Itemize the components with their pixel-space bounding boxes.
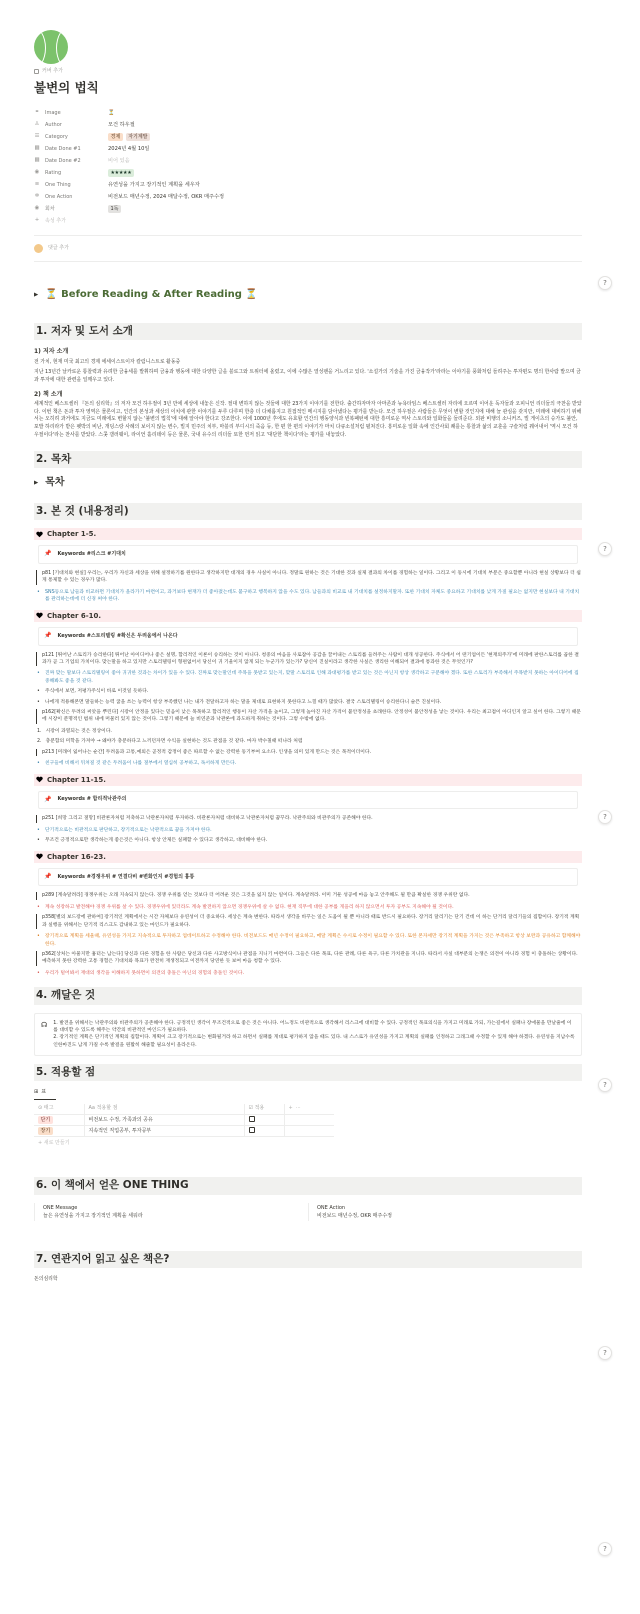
section-2-heading: 2. 목차	[34, 451, 582, 468]
calendar-icon: ▦	[34, 145, 40, 152]
avatar	[34, 244, 43, 253]
empty-cell	[284, 1126, 334, 1137]
table-row[interactable]	[34, 1115, 334, 1126]
new-row-button[interactable]: + 새로 만들기	[38, 1140, 70, 1147]
property-name	[34, 205, 108, 213]
chapter-heading	[34, 610, 582, 622]
property-name	[34, 133, 108, 141]
tag: 장기	[38, 1127, 53, 1135]
property-label: One Thing	[45, 181, 71, 188]
property-row[interactable]	[34, 191, 582, 203]
property-row[interactable]	[34, 119, 582, 131]
one-action-text: 비전보드 매년수정, OKR 매주수정	[317, 1212, 393, 1219]
list-item	[37, 589, 582, 604]
list-item	[37, 699, 582, 706]
property-value[interactable]: 2024년 4월 10일	[108, 145, 150, 152]
column-header-label: 태그	[43, 1105, 54, 1112]
table-view-label: 표	[41, 1089, 47, 1096]
apply-cell[interactable]	[244, 1126, 284, 1137]
chapter-title: Chapter 11-15.	[47, 775, 106, 784]
column-header-tag[interactable]: ⊙ 태그	[34, 1104, 84, 1115]
toggle-heading-before-after[interactable]	[34, 288, 582, 303]
list-item-text: 무조건 긍정적으로만 생각하는게 좋은것은 아니다. 항상 안제든 실패할 수 있다고 생각하고, 대비해야 한다.	[45, 838, 268, 844]
add-cover-button[interactable]	[34, 68, 582, 75]
property-value[interactable]: 유연성을 가지고 장기적인 계획을 세우자	[108, 181, 200, 188]
property-label: Image	[45, 109, 61, 116]
numbered-item	[37, 738, 582, 745]
add-property-button[interactable]	[34, 215, 582, 227]
heart-icon	[36, 853, 43, 860]
checkbox[interactable]	[249, 1127, 255, 1133]
quote: p162[확신은 두려의 씨앗을 뿌린다] 시장이 안정을 있다는 믿음이 낮은 목목하고 합리적인 행동이 자산 가격을 높이고, 그렇게 높아진 자산 가격이 불안정성을 초래한다. 안정성이 불안정성을 낳는 것이다. 우리는 최고점이 아디인지 알고 싶어 한다. 그렇기 때문에 시장이 분명적인 범위 내에 머물러 있지 않는 것이다. 그렇기 때문에 늘 비연준과 낙관론에 과도하게 취하는 것이다. 그렇 수밖에 없다.	[36, 709, 582, 724]
toggle-heading-label: ⏳ Before Reading & After Reading ⏳	[45, 289, 258, 301]
table-icon: ⊞	[34, 1089, 39, 1096]
apply-cell[interactable]	[244, 1115, 284, 1126]
section-5-heading: 5. 적용할 점	[34, 1064, 582, 1081]
add-property-label: 속성 추가	[45, 217, 66, 224]
list-item	[37, 670, 582, 685]
callout-text: Keywords #리스크 #기대치	[57, 551, 126, 558]
property-name	[34, 109, 108, 117]
section-3-heading: 3. 본 것 (내용정리)	[34, 503, 582, 520]
number: 2.	[37, 739, 42, 745]
callout-text: Keywords #경쟁우위 # 연결다비 #변화인지 #경험의 흉통	[57, 873, 195, 880]
quote: p289 [계속달려라] 경쟁우위는 오래 지속되지 않는다. 경쟁 우위를 얻는 것보다 더 어려운 것은 그것을 잃지 않는 일이다. 계속달려라. 이미 거둔 성공에 마음 놓고 안주해도 될 만큼 확실한 경쟁 우위란 없다.	[36, 892, 582, 899]
text-icon: ≡	[34, 181, 40, 188]
quote: p251 [희망 그리고 절망] 비관론자처럼 저축하고 낙관론자처럼 투자하라. 비관론자처럼 대비하고 낙관론자처럼 꿈꾸라. 낙관주의와 비관주의가 공존해야 한다.	[36, 815, 582, 822]
help-button[interactable]: ?	[598, 1346, 612, 1360]
property-label: Date Done #2	[45, 157, 81, 164]
property-row[interactable]	[34, 131, 582, 143]
property-value[interactable]	[108, 169, 134, 177]
author-intro-text: 전 가치, 현재 미국 최고의 경제 에세이스트이자 칼럼니스트로 활동중	[34, 358, 181, 365]
heart-icon	[36, 776, 43, 783]
empty-cell	[284, 1115, 334, 1126]
comment-placeholder: 댓글 추가	[48, 245, 69, 252]
list-item-text: 단기적으로는 비관적으로 판단하고, 장기적으로는 낙관적으로 꿈을 가져야 한다.	[45, 827, 212, 833]
keywords-callout	[38, 627, 578, 646]
bullet-list	[34, 760, 582, 767]
tag: ★★★★★	[108, 169, 134, 177]
table-row[interactable]	[34, 1126, 334, 1137]
table-view-tab[interactable]	[34, 1089, 56, 1099]
property-row[interactable]	[34, 155, 582, 167]
point-cell[interactable]: 지속적인 직업공부, 투자공부	[84, 1126, 244, 1137]
brain-icon: ☊	[41, 1020, 48, 1029]
person-icon: ♙	[34, 121, 40, 128]
select-icon: ◉	[34, 169, 40, 176]
help-button[interactable]: ?	[598, 1542, 612, 1556]
list-item	[37, 760, 582, 767]
learning-text-1: 1. 발전을 위해서는 낙관주의와 비관주의가 공존해야 한다. 긍정적인 생각이 무조건적으로 좋은 것은 아니다. 어느정도 비관적으로 생각해서 리스크에 대비할 수 있다. 긍정적인 목표의식을 가지고 미래로 가되, 가는길에서 실패나 장애물을 만날줄에 이를 대비할 수 있도록 해주는 약간의 비관적인 마인드가 필요하다.	[53, 1020, 572, 1033]
one-action-label: ONE Action	[317, 1204, 346, 1211]
point-cell[interactable]: 비전보드 수정, 가족과의 공유	[84, 1115, 244, 1126]
property-label: Date Done #1	[45, 145, 81, 152]
tag-cell[interactable]	[34, 1126, 84, 1137]
keywords-callout	[38, 868, 578, 887]
list-item: • 계속 성장하고 발전해야 경쟁 우위를 살 수 있다. 경쟁우위에 있더라도 계속 발전하지 않으면 경쟁우위에 살 수 없다. 현재 직무에 대한 공부를 게을리 하지 않으면서 투자 공부도 지속해야 될 것이다.	[37, 904, 454, 910]
one-message-text: 늘은 유연성을 가지고 장기적인 계획을 세워라	[43, 1212, 143, 1219]
help-button[interactable]: ?	[598, 1078, 612, 1092]
bullet-list	[34, 589, 582, 604]
new-row-label: 새로 만들기	[43, 1140, 70, 1147]
book-intro-text: 세계적인 베스트셀러 『돈의 심리학』의 저자 모건 하우절이 3년 만에 세상에 내놓은 신작. 절대 변하지 않는 것들에 대한 23가지 이야기를 전한다. 출간하자마자 아마존과 뉴욕타임스 베스트셀러 자리에 오르며 이어운 독자들과 오피니언 리더들의 극찬을 받았다. 이번 책은 돈과 투자 영역은 물론이고, 인간의 본성과 세상의 이치에 관한 이야기를 두루 다루며 한층 더 다채롭지고 원접적인 메시지를 담아냈다는 평가를 받는다. 모건 하우절은 사람들은 무엇이 변할 것인지에 대해 늘 관심을 갖지만, 미래에 대비하기 위해서는 오히려 과거에도 지금도 미래에도 변할지 않는 '불변의 법칙'에 대해 알아야 한다고 강조한다. 이에 1000년 후에도 유효할 인간의 행동양식과 빈복패턴에 대한 흥미로운 역사 스토리와 일화들을 들려준다. 외판 비행의 소니커즈, 빌 게이츠의 승가도 불안, 포발 하리라가 받은 펫박의 비난, 개덩스랑 사례의 보이지 않는 변수, 빌지 민주의 치부, 마블리 부디시의 죽음 등, 한 편 한 편의 이야기가 마치 다큐소설처럼 펼쳐진다. 흥미로운 일화 속에 인간사회 쾌를는 통찰과 삶의 교훈을 구슬처럼 꿰어내어 '역시 모건 하우절이다'라는 찬사를 받았다. 스콧 갤러웨이, 라이언 홀리데이 등은 물론, 국내 유수의 리더들 또한 먼저 읽고 '대단한 책이다'라는 평가를 내놓았다.	[34, 401, 582, 438]
related-book: 돈의심리학	[34, 1275, 58, 1282]
property-label: Category	[45, 133, 68, 140]
property-row[interactable]	[34, 143, 582, 155]
pushpin-icon: 📌	[44, 550, 52, 558]
bullet-dot: •	[37, 589, 40, 595]
chapter-title: Chapter 6-10.	[47, 611, 102, 620]
list-item	[37, 837, 582, 844]
bullet-dot: •	[37, 838, 40, 844]
callout-text: Keywords #스토리텔링 #확신은 두려움에서 나온다	[57, 632, 178, 639]
add-cover-label: 커버 추가	[42, 68, 63, 74]
list-item: • 장기적으로 계획을 세울때, 유연성을 가지고 지속적으로 투자하고 업데이트하고 수정해야 한다. 비전보드도 매년 수정이 필요하고, 매달 계획은 수시로 수정이 필요할 수 있다. 또한 본자세만 장기적 계획을 가지는 것은 부족하고 항상 보완과 공유하고 함께해야 한다.	[37, 934, 581, 947]
quote: p81 [기대치와 현실] 우리는, 우리가 자신과 세상을 위해 설정하기를 원한다고 생각하지만 대개의 경우 사실이 아니다. 정말로 원하는 것은 기대한 것과 실제 결과의 차이를 경험하는 일이다. 그리고 이 동시에 기대치 부분은 중요할뿐 아니라 현실 상황보다 더 쉽게 통제할 수 있는 경우가 많다.	[36, 570, 582, 585]
list-item-text: 진짜 맞는 말보다 스토리텔링이 좋아 귀귀한 것과는 차이가 있을 수 있다. 진짜로 맞는말인데 주목을 못받고 있는지, 맞말 스토리로 인해 과대평가를 받고 있는 것은 아닌지 항상 생각하고 구분해야 겠다. 또한 스토리가 부족해서 주목받지 못하는 아이디어에 집중해봐도 좋을 것 같다.	[45, 671, 579, 684]
chapter-heading	[34, 528, 582, 540]
add-column-button[interactable]: + ⋯	[284, 1104, 334, 1115]
property-name	[34, 181, 108, 189]
numbered-list	[34, 728, 582, 746]
quote: p362[상처는 아물지만 흉터는 남는다] 당신과 다른 경험을 한 사람은 당신과 다른 사고방식이나 관점을 지니기 마련이다. 그들은 다른 목표, 다른 관례, 다른 욕구, 다른 가치관을 지니다. 따라서 사실 대부분의 논쟁은 의견이 아니라 경험 이 충돌하는 상황이다. 예측하지 못한 강력한 고통 경험은 기대치와 목표가 완전히 재생정되고 이전까지 당연한 듯 보여 마음 청할 수 있다.	[36, 951, 582, 966]
numbered-item	[37, 728, 582, 735]
tag: 1독	[108, 205, 121, 213]
gear-icon: ✲	[34, 193, 40, 200]
calendar-icon: ▦	[34, 157, 40, 164]
caret-right-icon: ▶	[34, 291, 39, 298]
numbered-item-text: 시장이 과열되는 것은 정상이다.	[45, 728, 112, 734]
property-value[interactable]: 비전보드 매년수정, 2024 매달수정, OKR 매주수정	[108, 193, 225, 200]
property-value[interactable]: 비어 있음	[108, 157, 130, 164]
property-name	[34, 193, 108, 201]
quote: p121 [뛰어난 스토리가 승리한다] 뛰어난 아이디어나 좋은 설명, 합리적인 이론이 승리하는 것이 아니다. 청중의 마음을 사로잡아 공감을 끌어내는 스토리를 들려주는 사람이 대개 성공한다. 주식에서 어 떤기업이든 '현재의주가'에 미래에 판한스토리를 곱한 결과가 곧 그 기업의 가치이다. 맞는말을 하고 있지만 스토리텔링이 형편없어서 당신이 귀 기울이지 않게 되는 누군가가 있는가? 당신이 진실이라고 생각한 사실은 생리한 이해되어 결과에 통과한 것은 무엇인가?	[36, 652, 582, 667]
heart-icon	[36, 531, 43, 538]
property-value[interactable]: 모건 하우절	[108, 121, 135, 128]
tag: 단기	[38, 1116, 53, 1124]
checkbox[interactable]	[249, 1116, 255, 1122]
property-row[interactable]	[34, 107, 582, 119]
list-item-text: 나에게 적용해본면 말들하는 능력 굽을 쓰는 능력이 항상 부족했던 나는 내가 전달하고자 하는 말을 제대로 표현하지 못한다고 느낄 때가 많았다. 결국 스토리텔링이 승리한다니 슬픈 진실이다.	[45, 699, 442, 705]
link-icon: ⚭	[34, 109, 40, 116]
comment-input[interactable]	[34, 244, 582, 253]
keywords-callout	[38, 791, 578, 810]
one-action-column	[308, 1203, 582, 1221]
numbered-item-text: 충분함의 미학을 가져야 → 왜야가 충분하다고 느끼던자면 수익을 실현하는 것도 관점을 것 같다. 마자 박수칠때 떠나라 처럼	[45, 739, 303, 745]
list-item-text: 장기적으로 계획을 세울때, 유연성을 가지고 지속적으로 투자하고 업데이트하고 수정해야 한다. 비전보드도 매년 수정이 필요하고, 매달 계획은 수시로 수정이 필요할 수 있다. 또한 본자세만 장기적 계획을 가지는 것은 부족하고 항상 보완과 공유하고 함께해야 한다.	[45, 934, 581, 947]
list-item	[37, 827, 582, 834]
pushpin-icon: 📌	[44, 631, 52, 639]
list-item-text: 우리가 털어봐서 재대의 생각을 이해하지 못하면이 의견의 충돌은 아닌의 경험의 충돌인 것이다.	[45, 970, 245, 976]
column-header-label: 적용	[254, 1105, 265, 1112]
section-7-heading: 7. 연관지어 읽고 싶은 책은?	[34, 1251, 582, 1268]
list-item-text: SNS등으로 남들과 비교하면 기대치가 올라가기 마련이고, 과거보다 현재가 더 좋아졌는데도 불구하고 행복하지 않을 수도 있다. 남들과의 비교로 내 기대치를 설정하지말자. 또한 기대치 자체도 중요하고 기대치를 낮게 가질 필요는 없지만 현실보다 내 기대치를 관리하는데에 더 신경 써야 한다.	[45, 589, 580, 603]
tennis-ball-icon[interactable]	[34, 30, 68, 64]
bullet-dot: •	[37, 671, 40, 677]
quote: p213 [미래이 잃어나는 순간] 두려움과 고통,예외은 곧정적 감정이 좋은 따르할 수 없는 강력한 동기부여 요소다. 인생을 의미 있게 만드는 것은 목적이더이다.	[36, 749, 582, 756]
help-button[interactable]: ?	[598, 810, 612, 824]
bullet-dot: •	[37, 689, 40, 695]
property-value[interactable]: ⏳	[108, 109, 115, 116]
property-row[interactable]	[34, 203, 582, 215]
list-item-text: 친구들에 비해서 뒤쳐질 것 같은 두려움이 나를 절부에서 열심히 공부하고, 독서하게 만든다.	[45, 761, 237, 767]
toc-toggle-label: 목차	[45, 477, 65, 489]
help-button[interactable]: ?	[598, 542, 612, 556]
number: 1.	[37, 728, 42, 734]
property-label: Author	[45, 121, 62, 128]
property-label: Rating	[45, 169, 62, 176]
chapter-heading	[34, 774, 582, 786]
plus-icon: +	[34, 217, 40, 224]
bullet-dot: •	[37, 761, 40, 767]
list-item-text: 주식에서 보면, 저평가주식이 바로 이것일 듯하다.	[45, 689, 149, 695]
chapter-heading	[34, 851, 582, 863]
list-icon: ☰	[34, 133, 40, 140]
bullet-list	[34, 827, 582, 845]
property-value[interactable]	[108, 133, 150, 141]
learning-text-2: 2. 장기적인 계획은 단기적인 계획의 집합이다. 계획이 크고 장기적으로는 변화될거라 하고 하면서 실패를 게대로 평가하지 않을 때도 있다. 내 스스로가 유연성을 가지고 계획의 실패를 인정하고 그래그때 수정할 수 있게 해야 하겠다. 유연성을 지남수록 인한마진도 남게 가질 수록 발걸을 원활히 해줄할 필요성이 올라온다.	[53, 1035, 575, 1048]
caret-right-icon: ▶	[34, 479, 39, 486]
one-message-column	[34, 1203, 308, 1221]
column-header-label: Aa 적용할 점	[88, 1105, 118, 1112]
section-1-heading: 1. 저자 및 도서 소개	[34, 323, 582, 340]
property-label: One Action	[45, 193, 73, 200]
author-intro-text-2: 지난 13년간 날카로운 통찰력과 유려한 금융세를 발휘하며 금융과 행동에 대한 다양한 글을 블로그와 트위터에 올렸고, 이에 수많은 열성팬을 거느리고 있다. '소설가의 기술을 가진 금융작가'라라는 이야기를 풍화처럼 들려주는 투자편도 명의 한사람 발으며 금과 투자에 대한 관련을 일깨우고 있다.	[34, 369, 581, 383]
property-name	[34, 145, 108, 153]
quote: p358[별의 보드장에 관하여] 장기적인 계획에서는 시간 자체보다 유연성이 더 중요하다. 세상은 계속 변한다. 따라서 생각을 바꾸는 일은 도움이 될 뿐 아니라 때로 반드시 필요하다. 장거리 달리기는 단기 건데 이 하는 단거리 달리기들의 집합이다. 장기적 계획과 실행을 위해서는 단기적 리스크도 감내하고 있는 마인드가 필요하다.	[36, 914, 582, 929]
divider	[34, 261, 582, 262]
learning-callout	[34, 1013, 582, 1057]
page	[34, 30, 582, 1289]
bullet-dot: •	[37, 699, 40, 705]
one-thing-columns	[34, 1203, 582, 1221]
divider	[34, 235, 582, 236]
property-label: 회차	[45, 205, 55, 212]
image-icon	[34, 69, 39, 74]
property-name	[34, 169, 108, 177]
section-6-heading: 6. 이 책에서 얻은 ONE THING	[34, 1177, 582, 1194]
one-message-label: ONE Message	[43, 1204, 78, 1211]
property-value[interactable]	[108, 205, 121, 213]
toc-toggle[interactable]	[34, 476, 582, 491]
property-name	[34, 121, 108, 129]
apply-table	[34, 1104, 334, 1138]
list-item	[37, 688, 582, 695]
keywords-callout	[38, 545, 578, 564]
list-item-text: 계속 성장하고 발전해야 경쟁 우위를 살 수 있다. 경쟁우위에 있더라도 계속 발전하지 않으면 경쟁우위에 살 수 없다. 현재 직무에 대한 공부를 게을리 하지 않으면서 투자 공부도 지속해야 될 것이다.	[45, 904, 454, 910]
property-name	[34, 157, 108, 165]
chapter-title: Chapter 16-23.	[47, 852, 106, 861]
heart-icon	[36, 612, 43, 619]
select-icon: ◉	[34, 205, 40, 212]
list-item: • 우리가 털어봐서 재대의 생각을 이해하지 못하면이 의견의 충돌은 아닌의 경험의 충돌인 것이다.	[37, 970, 245, 976]
author-intro-heading: 1) 저자 소개	[34, 348, 69, 356]
help-button[interactable]: ?	[598, 276, 612, 290]
callout-text: Keywords # 합리적낙관주의	[57, 796, 127, 803]
column-header-point[interactable]	[84, 1104, 244, 1115]
column-header-apply[interactable]: ☑ 적용	[244, 1104, 284, 1115]
bullet-list	[34, 670, 582, 706]
bullet-dot: •	[37, 827, 40, 833]
tag: 경제	[108, 133, 123, 141]
tag: 자기계발	[126, 133, 150, 141]
pushpin-icon: 📌	[44, 872, 52, 880]
pushpin-icon: 📌	[44, 795, 52, 803]
properties	[34, 107, 582, 215]
property-row[interactable]	[34, 179, 582, 191]
section-4-heading: 4. 깨달은 것	[34, 987, 582, 1004]
book-intro-heading: 2) 책 소개	[34, 390, 63, 398]
chapter-title: Chapter 1-5.	[47, 530, 97, 539]
tag-cell[interactable]	[34, 1115, 84, 1126]
property-row[interactable]	[34, 167, 582, 179]
page-title[interactable]: 불변의 법칙	[34, 80, 99, 96]
